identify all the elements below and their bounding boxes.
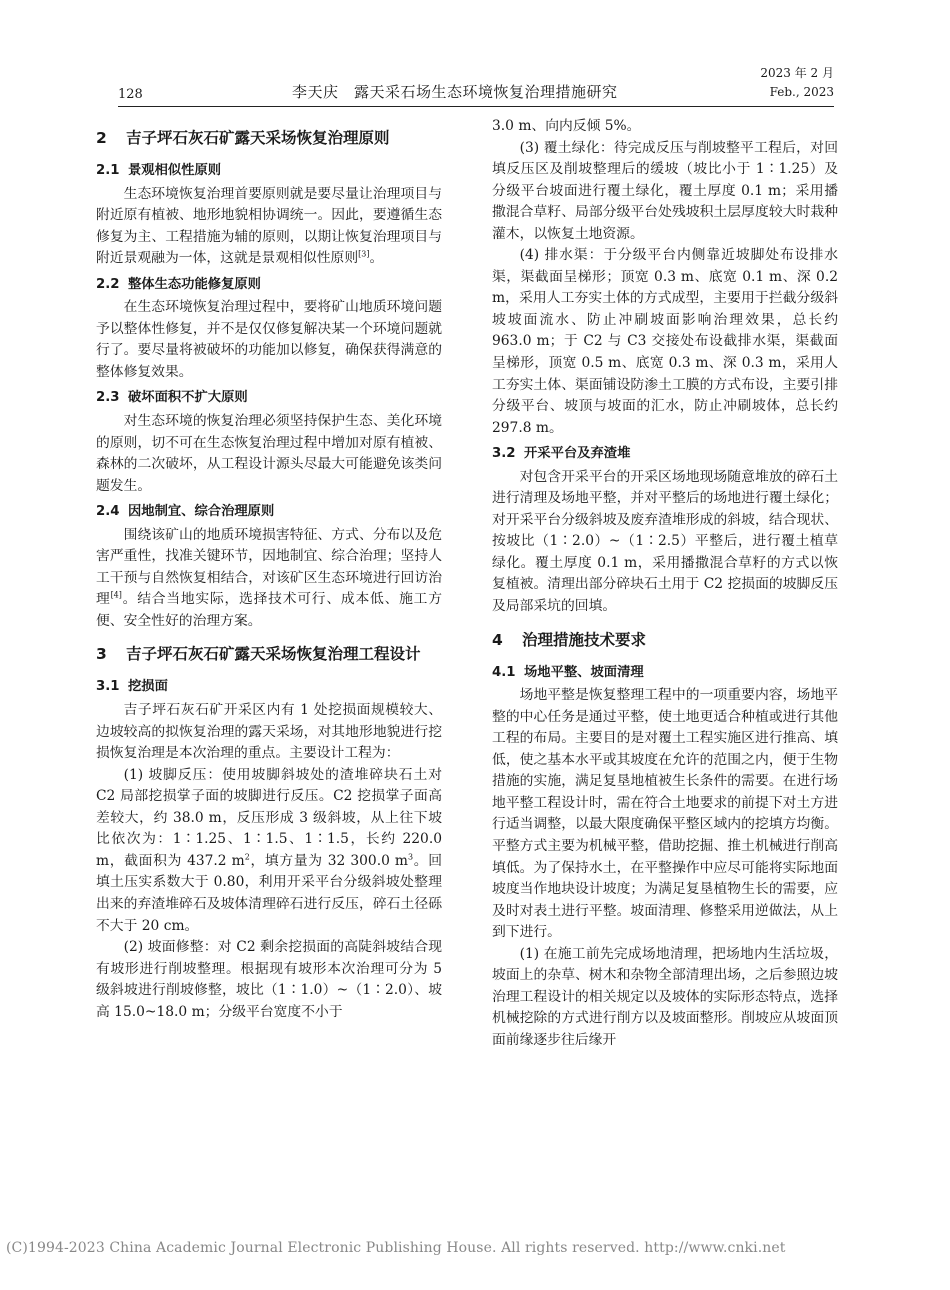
running-title: 李天庆 露天采石场生态环境恢复治理措施研究 <box>292 83 618 101</box>
paragraph: 对生态环境的恢复治理必须坚持保护生态、美化环境的原则，切不可在生态恢复治理过程中增加对原有植被、森林的二次破坏，从工程设计源头尽最大可能避免该类问题发生。 <box>96 413 442 494</box>
paragraph: (1) 坡脚反压：使用坡脚斜坡处的渣堆碎块石土对 C2 局部挖损掌子面的坡脚进行反压。C2 挖损掌子面高差较大，约 38.0 m，反压形成 3 级斜坡，从上往下坡比依次为：1∶1.25、1∶1.5、1∶1.5，长约 220.0 m，截面积为 437.2 $m^2$，填方量为 32 300.0 $m^3$。回填土压实系数大于 0.80，利用开采平台分级斜坡处整理出来的弃渣堆碎石及坡体清理碎石进行反压，碎石土径砾不大于 20 cm。 <box>96 766 443 934</box>
left-column <box>96 116 442 1023</box>
paragraph: (4) 排水渠：于分级平台内侧靠近坡脚处布设排水渠，渠截面呈梯形；顶宽 0.3 m、底宽 0.1 m、深 0.2 m，采用人工夯实土体的方式成型，主要用于拦截分级斜坡坡面流水、防止冲刷坡面影响治理效果，总长约 963.0 m；于 C2 与 C3 交接处布设截排水渠，渠截面呈梯形，顶宽 0.5 m、底宽 0.3 m、深 0.3 m，采用人工夯实土体、渠面铺设防渗土工膜的方式布设，主要引排分级平台、坡顶与坡面的汇水，防止冲刷坡体，总长约 297.8 m。 <box>492 247 838 436</box>
page-number: 128 <box>118 87 143 102</box>
subsection-heading-2-2: 2.2 整体生态功能修复原则 <box>96 276 261 292</box>
right-column <box>492 116 838 1051</box>
subsection-heading-2-4: 2.4 因地制宜、综合治理原则 <box>96 504 275 520</box>
issue-date-en: Feb., 2023 <box>769 85 834 99</box>
subsection-heading-3-1: 3.1 挖损面 <box>96 679 168 695</box>
paragraph: 3.0 m、向内反倾 5%。 <box>492 118 641 134</box>
paragraph: (1) 在施工前先完成场地清理，把场地内生活垃圾，坡面上的杂草、树木和杂物全部清理出场，之后参照边坡治理工程设计的相关规定以及坡体的实际形态特点，选择机械挖除的方式进行削方以及坡面整形。削坡应从坡面顶面前缘逐步往后缘开 <box>492 945 838 1048</box>
subsection-heading-2-1: 2.1 景观相似性原则 <box>96 163 222 178</box>
section-heading-4: 4 治理措施技术要求 <box>492 630 647 649</box>
paragraph: 生态环境恢复治理首要原则就是要尽量让治理项目与附近原有植被、地形地貌相协调统一。因此，要遵循生态修复为主、工程措施为辅的原则，以期让恢复治理项目与附近景观融为一体，这就是景观相似性原则[3]。 <box>96 185 442 267</box>
issue-date-cn: 2023 年 2 月 <box>760 66 834 80</box>
issue-date <box>760 64 834 102</box>
section-heading-2: 2 吉子坪石灰石矿露天采场恢复治理原则 <box>96 129 390 147</box>
paragraph: 场地平整是恢复整理工程中的一项重要内容，场地平整的中心任务是通过平整，使土地更适合种植或进行其他工程的布局。主要目的是对覆土工程实施区进行推高、填低，使之基本水平或其坡度在允许的范围之内，便于生物措施的实施，满足复垦地植被生长条件的需要。在进行场地平整工程设计时，需在符合土地要求的前提下对土方进行适当调整，以最大限度确保平整区域内的挖填方均衡。平整方式主要为机械平整，借助挖掘、推土机械进行削高填低。为了保持水土，在平整操作中应尽可能将实际地面坡度当作地块设计坡度；为满足复垦植物生长的需要，应及时对表土进行平整。坡面清理、修整采用逆做法，从上到下进行。 <box>492 687 838 941</box>
citation[interactable]: [4] <box>110 590 122 600</box>
paragraph: 对包含开采平台的开采区场地现场随意堆放的碎石土进行清理及场地平整，并对平整后的场地进行覆土绿化；对开采平台分级斜坡及废弃渣堆形成的斜坡，结合现状、按坡比（1∶2.0）~（1∶2.5）平整后，进行覆土植草绿化。覆土厚度 0.1 m，采用播撒混合草籽的方式以恢复植被。清理出部分碎块石土用于 C2 挖损面的坡脚反压及局部采坑的回填。 <box>492 468 838 615</box>
paragraph: (2) 坡面修整：对 C2 剩余挖损面的高陡斜坡结合现有坡形进行削坡整理。根据现有坡形本次治理可分为 5 级斜坡进行削坡修整，坡比（1∶1.0）~（1∶2.0）、坡高 15.0~18.0 m；分级平台宽度不小于 <box>96 939 442 1020</box>
section-heading-3: 3 吉子坪石灰石矿露天采场恢复治理工程设计 <box>96 645 421 664</box>
subsection-heading-4-1: 4.1 场地平整、坡面清理 <box>492 664 644 680</box>
running-header <box>118 64 834 107</box>
paragraph: 在生态环境恢复治理过程中，要将矿山地质环境问题予以整体性修复，并不是仅仅修复解决某一个环境问题就行了。要尽量将被破坏的功能加以修复，确保获得满意的整体修复效果。 <box>96 299 442 380</box>
paragraph: 围绕该矿山的地质环境损害特征、方式、分布以及危害严重性，找准关键环节，因地制宜、综合治理；坚持人工干预与自然恢复相结合，对该矿区生态环境进行回访治理[4]。结合当地实际，选择技术可行、成本低、施工方便、安全性好的治理方案。 <box>96 526 443 629</box>
subsection-heading-2-3: 2.3 破坏面积不扩大原则 <box>96 390 248 406</box>
citation[interactable]: [3] <box>358 249 370 259</box>
paragraph: (3) 覆土绿化：待完成反压与削坡整平工程后，对回填反压区及削坡整理后的缓坡（坡比小于 1∶1.25）及分级平台坡面进行覆土绿化，覆土厚度 0.1 m；采用播撒混合草籽、局部分级平台处残坡积土层厚度较大时栽种灌木，以恢复土地资源。 <box>492 139 838 242</box>
paragraph: 吉子坪石灰石矿开采区内有 1 处挖损面规模较大、边坡较高的拟恢复治理的露天采场，对其地形地貌进行挖损恢复治理是本次治理的重点。主要设计工程为： <box>96 702 442 762</box>
subsection-heading-3-2: 3.2 开采平台及弃渣堆 <box>492 446 631 462</box>
copyright-footer: (C)1994-2023 China Academic Journal Electronic Publishing House. All rights reserved. http://www.cnki.net <box>6 1240 786 1256</box>
